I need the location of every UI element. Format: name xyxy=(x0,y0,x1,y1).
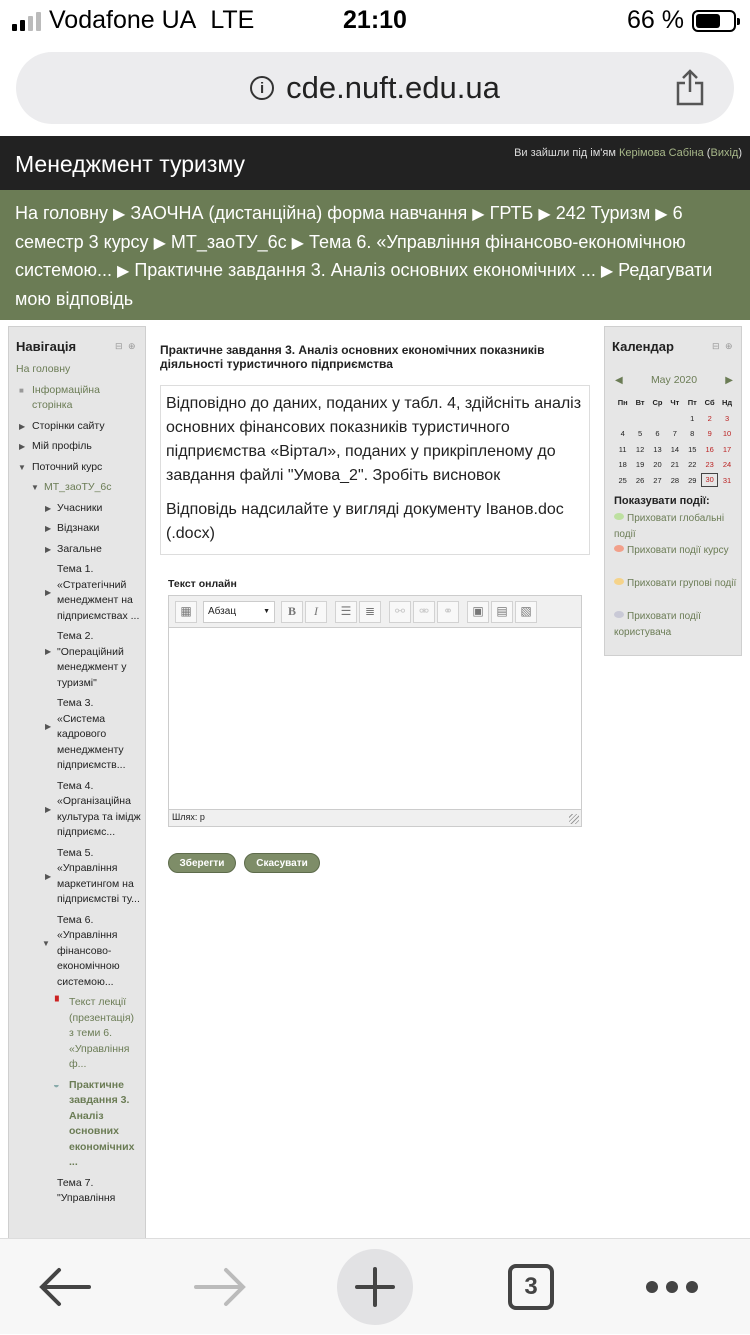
nav-item-topic-5[interactable]: ▶ Тема 5. «Управління маркетингом на підприємстві ту... xyxy=(45,846,140,905)
nav-item-topic-6[interactable]: ▼ Тема 6. «Управління фінансово-економічною системою... xyxy=(42,913,120,988)
breadcrumb-item[interactable]: МТ_заоТУ_6с xyxy=(170,231,287,252)
login-info: Ви зайшли під ім'ям Керімова Сабіна (Вихід) xyxy=(514,147,742,159)
forward-button[interactable] xyxy=(185,1239,255,1335)
status-bar xyxy=(0,0,750,42)
hide-user-events-link[interactable]: Приховати події користувача xyxy=(614,611,701,638)
calendar-day[interactable]: 24 xyxy=(722,460,732,470)
editor-toolbar xyxy=(169,596,581,628)
calendar-day[interactable]: 22 xyxy=(688,460,697,470)
navigation-title: Навігація xyxy=(16,339,77,354)
file-manage-icon[interactable]: ▧ xyxy=(515,601,537,623)
expand-icon[interactable]: ▶ xyxy=(45,804,52,814)
breadcrumb-item[interactable]: 6 семестр 3 курсу xyxy=(15,203,683,252)
calendar-weekday: Пн xyxy=(617,398,628,408)
calendar-title: Календар xyxy=(612,339,674,354)
eye-icon xyxy=(614,513,624,520)
breadcrumb-separator-icon: ▶ xyxy=(113,206,126,223)
calendar-day[interactable]: 3 xyxy=(724,413,730,423)
calendar-day[interactable]: 25 xyxy=(618,475,627,485)
expand-icon[interactable]: ▶ xyxy=(45,722,52,731)
calendar-day[interactable]: 16 xyxy=(705,444,714,454)
breadcrumb-separator-icon: ▶ xyxy=(600,263,614,280)
calendar-day[interactable]: 18 xyxy=(618,460,627,470)
resize-handle-icon[interactable] xyxy=(569,814,579,824)
nav-item-topic-1[interactable]: ▶ Тема 1. «Стратегічний менеджмент на підприємствах ... xyxy=(45,563,140,622)
breadcrumb-separator-icon: ▶ xyxy=(655,206,668,223)
expand-icon[interactable]: ▶ xyxy=(45,503,52,513)
link-icon[interactable]: ⚯ xyxy=(389,601,411,623)
calendar-week xyxy=(614,473,736,489)
collapse-arrow-icon[interactable]: ▼ xyxy=(31,483,39,492)
assignment-icon: ◒ xyxy=(53,1078,60,1091)
nav-item-topic-4[interactable]: ▶ Тема 4. «Організаційна культура та імідж підприємс... xyxy=(45,779,141,838)
breadcrumb-separator-icon: ▶ xyxy=(117,263,130,280)
calendar-block xyxy=(604,326,742,656)
expand-icon[interactable]: ▶ xyxy=(19,442,26,451)
calendar-month[interactable]: May 2020 xyxy=(650,374,698,386)
calendar-week xyxy=(614,457,736,473)
calendar-weekday: Пт xyxy=(687,398,697,408)
calendar-day[interactable]: 23 xyxy=(705,460,714,470)
calendar-day[interactable]: 17 xyxy=(722,444,732,454)
calendar-day[interactable]: 14 xyxy=(670,444,680,454)
user-profile-link[interactable]: Керімова Сабіна xyxy=(618,147,704,159)
eye-icon xyxy=(614,578,624,585)
calendar-day[interactable]: 8 xyxy=(690,429,695,439)
hide-global-events-link[interactable]: Приховати глобальні події xyxy=(614,513,725,540)
calendar-day[interactable]: 7 xyxy=(672,429,677,439)
calendar-day[interactable]: 4 xyxy=(620,429,625,439)
nav-item-general[interactable]: ▶ Загальне xyxy=(9,542,145,558)
editor-path: Шлях: p xyxy=(169,809,581,826)
calendar-day[interactable]: 12 xyxy=(635,444,645,454)
calendar-day[interactable]: 20 xyxy=(653,460,662,470)
calendar-day[interactable]: 5 xyxy=(638,429,643,439)
calendar-day[interactable]: 31 xyxy=(722,475,732,485)
calendar-day[interactable]: 2 xyxy=(707,413,712,423)
calendar-weekday: Сб xyxy=(704,398,715,408)
events-title: Показувати події: xyxy=(614,495,710,507)
nav-item-practical-task-3[interactable]: ◒ Практичне завдання 3. Аналіз основних економічних ... xyxy=(53,1078,135,1168)
battery-info xyxy=(627,6,736,35)
info-icon[interactable]: i xyxy=(250,76,274,100)
calendar-week xyxy=(614,411,736,427)
hide-course-events-link[interactable]: Приховати події курсу xyxy=(614,543,739,559)
anchor-icon[interactable]: ⚭ xyxy=(437,601,459,623)
calendar-day[interactable]: 11 xyxy=(618,444,627,454)
italic-icon[interactable]: I xyxy=(305,601,327,623)
collapse-icon[interactable]: ⊟ xyxy=(712,341,720,351)
breadcrumb-item[interactable]: ГРТБ xyxy=(489,203,534,223)
calendar-weekday: Нд xyxy=(721,398,733,408)
calendar-day[interactable]: 15 xyxy=(688,444,697,454)
numbered-list-icon[interactable]: ≣ xyxy=(359,601,381,623)
hide-group-events-link[interactable]: Приховати групові події xyxy=(614,576,739,592)
network-type: LTE xyxy=(210,6,255,34)
expand-icon[interactable]: ▶ xyxy=(45,588,52,597)
calendar-day[interactable]: 26 xyxy=(635,475,645,485)
eye-icon xyxy=(614,611,624,618)
expand-icon[interactable]: ▶ xyxy=(19,421,26,431)
calendar-day[interactable]: 9 xyxy=(707,429,712,439)
calendar-day[interactable]: 13 xyxy=(653,444,662,454)
assignment-paragraph: Відповідно до даних, поданих у табл. 4, здійсніть аналіз основних фінансових показників туристичного підприємства «Віртал», поданих у прикріпленому до завдання файлі "Умова_2". Зробіть висновок xyxy=(166,395,582,484)
bullet-icon: ■ xyxy=(19,385,24,395)
online-text-editor[interactable] xyxy=(168,595,582,827)
carrier-name: Vodafone UA xyxy=(49,6,197,34)
breadcrumb-item[interactable]: Практичне завдання 3. Аналіз основних економічних ... xyxy=(134,260,596,280)
breadcrumb-separator-icon: ▶ xyxy=(538,206,551,223)
calendar-day[interactable]: 19 xyxy=(635,460,645,470)
breadcrumb-separator-icon: ▶ xyxy=(472,206,485,223)
breadcrumb-item[interactable]: 242 Туризм xyxy=(555,203,651,223)
assignment-title: Практичне завдання 3. Аналіз основних економічних показників діяльності туристичного підприємства xyxy=(160,343,545,371)
breadcrumb-separator-icon: ▶ xyxy=(291,234,304,252)
calendar-day[interactable]: 30 xyxy=(701,473,718,487)
nav-item-site-pages[interactable]: ▶ Сторінки сайту xyxy=(9,419,145,435)
login-prefix: Ви зайшли під ім'ям xyxy=(514,147,616,159)
chevron-down-icon: ▼ xyxy=(263,608,270,615)
breadcrumb-item[interactable]: На головну xyxy=(15,203,109,223)
nav-item-course[interactable]: ▼ МТ_заоТУ_6с xyxy=(9,480,145,496)
collapse-arrow-icon[interactable]: ▼ xyxy=(18,462,26,472)
browser-toolbar xyxy=(0,1238,750,1334)
nav-item-badges[interactable]: ▶ Відзнаки xyxy=(9,521,145,537)
online-text-label: Текст онлайн xyxy=(168,578,237,590)
nav-item-my-profile[interactable]: ▶ Мій профіль xyxy=(9,439,145,455)
calendar-nav xyxy=(605,374,743,386)
breadcrumb-item[interactable]: ЗАОЧНА (дистанційна) форма навчання xyxy=(130,203,468,223)
assignment-description xyxy=(160,385,590,555)
unlink-icon[interactable]: ⚮ xyxy=(413,601,435,623)
breadcrumb-item[interactable]: Тема 6. «Управління фінансово-економічною системою... xyxy=(15,231,686,280)
more-icon xyxy=(644,1279,700,1295)
plus-icon xyxy=(355,1267,395,1307)
tab-count: 3 xyxy=(508,1264,554,1310)
clock: 21:10 xyxy=(343,6,407,34)
new-tab-button[interactable] xyxy=(337,1239,413,1335)
collapse-arrow-icon[interactable]: ▼ xyxy=(42,938,50,948)
nav-home[interactable]: На головну xyxy=(16,363,71,375)
logout-link[interactable]: Вихід xyxy=(710,147,739,159)
forward-arrow-icon xyxy=(194,1267,246,1307)
next-month-icon[interactable]: ▶ xyxy=(725,374,733,386)
tabs-button[interactable] xyxy=(506,1239,556,1335)
expand-icon[interactable]: ▶ xyxy=(45,544,52,554)
breadcrumb xyxy=(0,190,750,320)
nav-item-info-page[interactable]: ■ Інформаційна сторінка xyxy=(19,383,100,411)
site-title[interactable]: Менеджмент туризму xyxy=(15,151,246,177)
calendar-day[interactable]: 29 xyxy=(688,475,697,485)
eye-icon xyxy=(614,545,624,552)
back-arrow-icon xyxy=(39,1267,91,1307)
nav-item-topic-3[interactable]: ▶ Тема 3. «Система кадрового менеджменту підприємств... xyxy=(45,697,126,771)
address-bar[interactable] xyxy=(16,52,734,124)
nav-item-current-course[interactable]: ▼ Поточний курс xyxy=(9,460,145,476)
nav-item-lecture-text[interactable]: ▘ Текст лекції (презентація) з теми 6. «Управління ф... xyxy=(55,996,135,1070)
calendar-weekday-row xyxy=(614,395,736,411)
expand-icon[interactable]: ▶ xyxy=(45,647,52,656)
calendar-day[interactable]: 28 xyxy=(670,475,680,485)
breadcrumb-separator-icon: ▶ xyxy=(153,234,166,252)
battery-percent: 66 % xyxy=(627,6,684,34)
battery-icon xyxy=(692,10,736,32)
calendar-day[interactable]: 21 xyxy=(670,460,680,470)
url-text[interactable]: cde.nuft.edu.ua xyxy=(286,70,500,105)
save-button[interactable]: Зберегти xyxy=(168,853,236,873)
format-select[interactable]: Абзац ▼ xyxy=(203,601,275,623)
nav-item-topic-7[interactable]: Тема 7. "Управління xyxy=(57,1176,116,1204)
calendar-day[interactable]: 27 xyxy=(653,475,662,485)
calendar-grid xyxy=(614,395,736,488)
nav-item-topic-2[interactable]: ▶ Тема 2. "Операційний менеджмент у туризмі" xyxy=(45,630,127,689)
dock-icon[interactable]: ⊕ xyxy=(725,341,733,351)
collapse-icon[interactable]: ⊟ xyxy=(115,341,123,351)
image-icon[interactable]: ▣ xyxy=(467,601,489,623)
pdf-file-icon: ▘ xyxy=(55,997,63,1008)
dock-icon[interactable]: ⊕ xyxy=(128,341,136,351)
navigation-block xyxy=(8,326,146,1246)
breadcrumb-current: Редагувати мою відповідь xyxy=(15,260,713,309)
calendar-week xyxy=(614,426,736,442)
main-content xyxy=(160,343,590,555)
bullet-list-icon[interactable]: ☰ xyxy=(335,601,357,623)
expand-icon[interactable]: ▶ xyxy=(45,524,52,533)
assignment-paragraph: Відповідь надсилайте у вигляді документу Іванов.doc (.docx) xyxy=(166,501,564,542)
calendar-day[interactable]: 1 xyxy=(690,413,695,423)
expand-icon[interactable]: ▶ xyxy=(45,871,52,881)
prev-month-icon[interactable]: ◀ xyxy=(615,374,623,386)
media-icon[interactable]: ▤ xyxy=(491,601,513,623)
calendar-day[interactable]: 10 xyxy=(722,429,732,439)
bold-icon[interactable]: B xyxy=(281,601,303,623)
calendar-weekday: Вт xyxy=(635,398,645,408)
calendar-week xyxy=(614,442,736,458)
back-button[interactable] xyxy=(30,1239,100,1335)
more-button[interactable] xyxy=(640,1239,704,1335)
calendar-day[interactable]: 6 xyxy=(655,429,660,439)
toolbar-toggle-icon[interactable]: ▦ xyxy=(175,601,197,623)
calendar-weekday: Ср xyxy=(652,398,663,408)
cancel-button[interactable]: Скасувати xyxy=(244,853,320,873)
nav-item-participants[interactable]: ▶ Учасники xyxy=(9,501,145,517)
share-icon[interactable] xyxy=(674,68,706,106)
calendar-weekday: Чт xyxy=(670,398,680,408)
site-header xyxy=(0,136,750,190)
